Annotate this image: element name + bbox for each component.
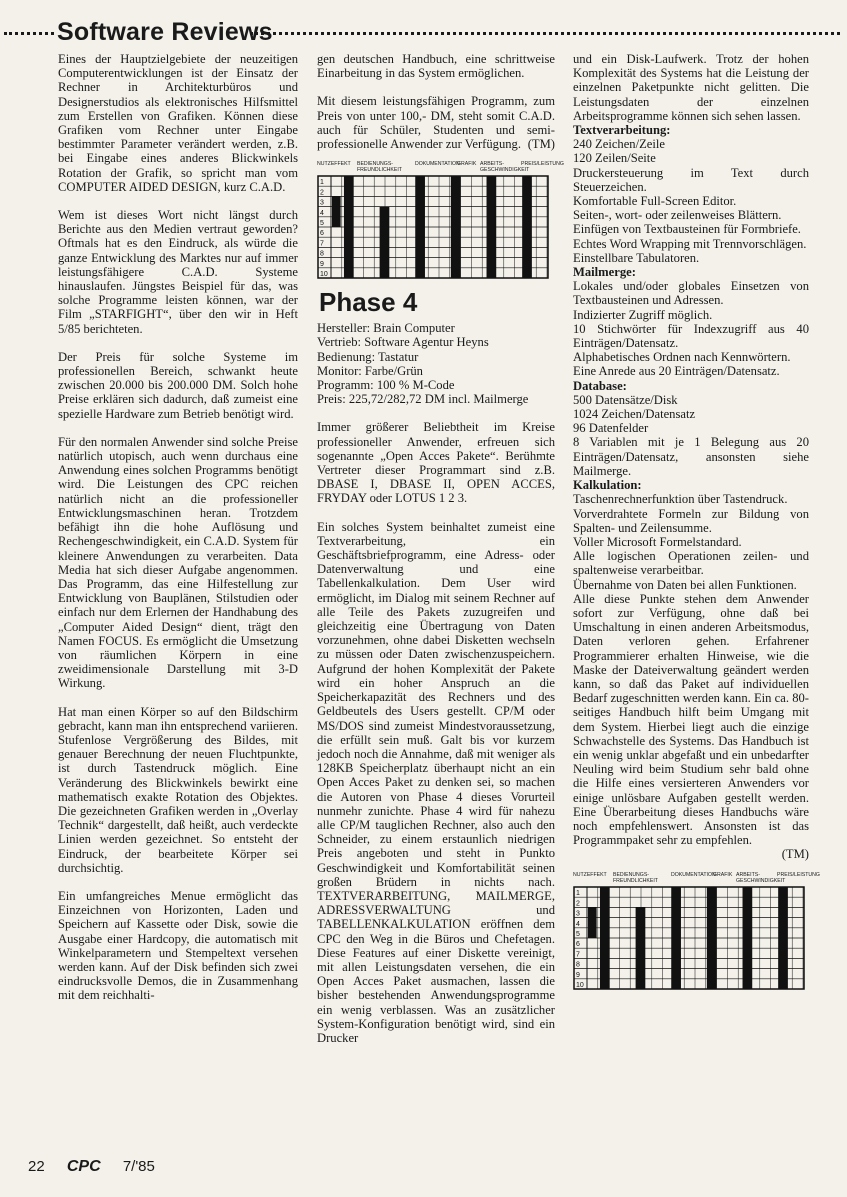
scale-label: 1 [576, 889, 580, 897]
paragraph: Immer größerer Beliebtheit im Kreise professioneller Anwender, erfreuen sich sogenannte „Open Acces Pakete“. Berühmte Vertreter dieser Programmart sind z.B. DBASE I, DBASE II, OPEN ACCES, FRYDAY oder LOTUS 1 2 3. [317, 420, 555, 506]
rating-chart-focus [317, 161, 564, 279]
rating-chart-header [317, 161, 564, 175]
rating-label: DOKUMENTATION [671, 871, 716, 878]
spec-item: Seiten-, wort- oder zeilenweises Blättern. [573, 208, 782, 223]
scale-label: 9 [320, 261, 324, 269]
spec-item: 120 Zeilen/Seite [573, 151, 656, 166]
scale-label: 8 [576, 961, 580, 969]
spec-item: 96 Datenfelder [573, 421, 649, 436]
rating-bar [380, 207, 390, 278]
scale-label: 6 [320, 230, 324, 238]
section-header [0, 18, 847, 48]
author-initials: (TM) [527, 137, 555, 152]
paragraph: Für den normalen Anwender sind solche Preise natürlich utopisch, auch wenn durchaus eine Anwendung eines solchen Programms benötigt wird. Die Leistungen des CPC reichen natürlich nicht an die professioneller Entwicklungsmaschinen heran. Trotzdem befähigt ihn die hohe Auflösung und Rechengeschwindigkeit, ein C.A.D. System für kleinere Anwendungen zu verarbeiten. Data Media hat sich dieser Aufgabe angenommen. Das Programm, das eine Hilfestellung zur Entwicklung von Bauplänen, Stilstudien oder einfach nur dem Erlernen der Handhabung des „Computer Aided Design“ dient, trägt den Namen FOCUS. Es ermöglicht die Umsetzung von räumlichen Körpern in eine zweidimensionale Darstellung mit 3-D Wirkung. [58, 434, 298, 691]
paragraph [317, 94, 555, 151]
product-info [317, 321, 555, 406]
spec-item: Taschenrechnerfunktion über Tastendruck. [573, 492, 788, 507]
paragraph: Der Preis für solche Systeme im professionellen Bereich, schwankt heute zwischen 20.000 bis 200.000 DM. Solch hohe Preise erklären sich dadurch, daß zumeist eine spezielle Hardware zum Betrieb benötigt wird. [58, 349, 298, 421]
scale-label: 10 [320, 271, 328, 279]
spec-section-title: Textverarbeitung: [573, 123, 671, 138]
column-1 [58, 52, 298, 1017]
spec-item: Voller Microsoft Formelstandard. [573, 534, 742, 549]
scale-label: 6 [576, 940, 580, 948]
paragraph: Hat man einen Körper so auf den Bildschirm gebracht, kann man ihn entsprechend variieren. Stufenlose Vergrößerung des Bildes, mit genauer Berechnung der neuen Fluchtpunkte, ist durch Tastendruck möglich. Eine Veränderung des Blickwinkels bewirkt eine mathematisch exakte Rotation des Objektes. Die gezeichneten Grafiken werden in „Overlay Technik“ dargestellt, daß heißt, auch verdeckte Linien werden gezeichnet. So entsteht der Eindruck, der bearbeitete Körper sei durchsichtig. [58, 704, 298, 875]
info-line: Programm: 100 % M-Code [317, 378, 455, 393]
rating-label: GRAFIK [713, 871, 733, 878]
spec-section-title: Mailmerge: [573, 265, 636, 280]
spec-section [573, 265, 809, 379]
rating-bar [451, 176, 461, 278]
rating-label: GRAFIK [457, 161, 477, 168]
rating-grid [573, 886, 805, 990]
magazine-logo: CPC [66, 1158, 101, 1175]
rating-grid [317, 175, 549, 279]
scale-label: 7 [576, 950, 580, 958]
spec-item: Einfügen von Textbausteinen für Formbriefe. [573, 222, 801, 237]
product-title: Phase 4 [319, 287, 418, 318]
rating-bar [707, 887, 717, 989]
rating-label: BEDIENUNGS-FREUNDLICHKEIT [613, 871, 658, 884]
page-footer [28, 1158, 173, 1176]
author-initials: (TM) [781, 847, 809, 862]
issue-number: 7/'85 [122, 1158, 155, 1175]
scale-label: 4 [320, 210, 324, 218]
column-3 [573, 52, 820, 998]
paragraph-text: Mit diesem leistungsfähigen Programm, zum Preis von unter 100,- DM, steht somit C.A.D. auch für Schüler, Studenten und semi-professionelle Anwender zur Verfügung. [317, 94, 555, 152]
paragraph: Alle diese Punkte stehen dem Anwender sofort zur Verfügung, ohne daß bei Umschaltung in einen anderen Arbeitsmodus, Daten verloren gehen. Erfahrener Programmierer erhalten Hinweise, wie die Maske der Dateiverwaltung geändert werden kann, so daß das Paket auf individuellen Bedarf zugeschnitten werden kann. Ein ca. 80-seitiges Handbuch hilft beim Umgang mit dem System. Hierbei liegt auch die einzige Schwachstelle des Systems. Das Handbuch ist ein wenig unklar abgefaßt und ein unbedarfter Neuling wird beim Studium sehr bald ohne die Hilfe eines versierteren Anwenders vor einige unlösbare Aufgaben gestellt werden. Eine Überarbeitung dieses Handbuchs wäre noch empfehlenswert. Ansonsten ist das Programmpaket sehr zu empfehlen. [573, 591, 809, 848]
spec-section-title: Kalkulation: [573, 478, 642, 493]
spec-section [573, 478, 809, 592]
rating-bar [743, 887, 753, 989]
rating-bar [344, 176, 354, 278]
spec-section-title: Database: [573, 378, 627, 393]
rating-label: DOKUMENTATION [415, 161, 460, 168]
rating-bar [415, 176, 425, 278]
spec-item: Komfortable Full-Screen Editor. [573, 194, 737, 209]
rating-label: ARBEITS-GESCHWINDIGKEIT [736, 871, 786, 884]
rating-label: NUTZEFFEKT [317, 161, 351, 168]
scale-label: 3 [576, 910, 580, 918]
header-dotted-rule-right [250, 32, 840, 35]
spec-item: Druckersteuerung im Text durch Steuerzeichen. [573, 165, 809, 194]
spec-item: Echtes Word Wrapping mit Trennvorschlägen. [573, 236, 807, 251]
spec-item: Eine Anrede aus 20 Einträgen/Datensatz. [573, 364, 780, 379]
section-title: Software Reviews [57, 18, 273, 46]
scale-label: 3 [320, 199, 324, 207]
rating-marker [588, 907, 597, 938]
info-line: Preis: 225,72/282,72 DM incl. Mailmerge [317, 392, 529, 407]
spec-item: Alphabetisches Ordnen nach Kennwörtern. [573, 350, 791, 365]
paragraph: Wem ist dieses Wort nicht längst durch Berichte aus den Medien vertraut geworden? Oftmals hat es den Eindruck, als würde die ganze Entwicklung des Marktes nur auf immer leistungsfähigere C.A.D. Systeme hinauslaufen. Jüngstes Beispiel für das, was solche Programme leisten können, war der Film „STARFIGHT“, über den wir in Heft 5/85 berichteten. [58, 208, 298, 336]
rating-bar [600, 887, 610, 989]
info-line: Bedienung: Tastatur [317, 349, 419, 364]
paragraph: gen deutschen Handbuch, eine schrittweise Einarbeitung in das System ermöglichen. [317, 52, 555, 81]
paragraph: Eines der Hauptzielgebiete der neuzeitigen Computerentwicklungen ist der Einsatz der Rechner in Architekturbüros und Designerstudios als elektronisches Hilfsmittel zum Erstellen von Grafiken. Können diese Grafiken vom Rechner unter Eingabe bestimmter Parameter verändert werden, z.B. bei Eingabe eines anderes Blickwinkels Rotation der Grafik, so spricht man vom COMPUTER AIDED DESIGN, kurz C.A.D. [58, 52, 298, 194]
scale-label: 8 [320, 250, 324, 258]
info-line: Hersteller: Brain Computer [317, 321, 455, 336]
scale-label: 5 [320, 220, 324, 228]
scale-label: 2 [576, 899, 580, 907]
rating-bar [778, 887, 788, 989]
scale-label: 10 [576, 981, 584, 989]
paragraph: Ein solches System beinhaltet zumeist eine Textverarbeitung, ein Geschäftsbriefprogramm, eine Adress- oder Datenverwaltung und eine Tabellenkalkulation. Dem User wird ermöglicht, im Dialog mit seinem Rechner auf alle Teile des Pakets zuzugreifen und gleichzeitig eine Übertragung von Daten vorzunehmen, ohne dabei Disketten wechseln zu müssen oder Daten zwischenzuspeichern. Aufgrund der hohen Komplexität der Pakete wird ein hoher Anspruch an die Speicherkapazität des Rechners und des Geldbeutels des Users gestellt. CP/M oder MS/DOS sind zumeist Mindestvoraussetzung, die erfüllt sein muß. Galt bis vor kurzem jedoch noch die Annahme, daß mit weniger als 128KB Speicherplatz überhaupt nicht an ein Open Acces Paket zu denken sei, so machen die Autoren von Phase 4 dieses Vorurteil nunmehr zunichte. Phase 4 wird für nahezu alle CP/M tauglichen Rechner, also auch den Schneider, zu einem erstaunlich niedrigen Preis angeboten und steht in Punkto Geschwindigkeit und Komfortabilität seinen großen Brüdern in nichts nach. TEXTVERARBEITUNG, MAILMERGE, ADRESSVERWALTUNG und TABELLENKALKULATION eröffnen dem CPC den Weg in die Büros und Chefetagen. Diese Features auf einer Diskette vereinigt, mit allen Leistungsdaten versehen, die ein Open Acces Paket ausmachen, lassen die bisher bestehenden Anwendungsprogramme ein wenig verblassen. Was an zusätzlicher System-Konfiguration benötigt wird, sind ein Drucker [317, 519, 555, 1045]
scale-label: 1 [320, 179, 324, 187]
scale-label: 5 [576, 930, 580, 938]
rating-label: ARBEITS-GESCHWINDIGKEIT [480, 161, 530, 174]
info-line: Vertrieb: Software Agentur Heyns [317, 335, 489, 350]
spec-item: 240 Zeichen/Zeile [573, 137, 665, 152]
info-line: Monitor: Farbe/Grün [317, 363, 423, 378]
rating-chart-header [573, 871, 820, 886]
scale-label: 7 [320, 240, 324, 248]
rating-label: BEDIENUNGS-FREUNDLICHKEIT [357, 161, 402, 174]
rating-chart-phase4 [573, 871, 820, 990]
spec-item: 10 Stichwörter für Indexzugriff aus 40 Einträgen/Datensatz. [573, 321, 809, 351]
spec-item: Einstellbare Tabulatoren. [573, 250, 700, 265]
spec-item: 1024 Zeichen/Datensatz [573, 407, 696, 422]
spec-section [573, 379, 809, 478]
spec-item: Alle logischen Operationen zeilen- und spaltenweise verarbeitbar. [573, 549, 809, 578]
paragraph: und ein Disk-Laufwerk. Trotz der hohen Komplexität des Systems hat die Leistung der einzelnen Paketpunkte nicht gelitten. Die Leistungsdaten der einzelnen Arbeitsprogramme können sich sehen lassen. [573, 52, 809, 123]
spec-item: Lokales und/oder globales Einsetzen von Textbausteinen und Adressen. [573, 279, 809, 308]
rating-marker [332, 197, 341, 228]
scale-label: 2 [320, 189, 324, 197]
spec-section [573, 123, 809, 265]
rating-bar [671, 887, 681, 989]
spec-item: 8 Variablen mit je 1 Belegung aus 20 Einträgen/Datensatz, ansonsten siehe Mailmerge. [573, 435, 809, 478]
paragraph: Ein umfangreiches Menue ermöglicht das Einzeichnen von Horizonten, Laden und Speichern auf Kassette oder Disk, sowie die Ausgabe einer Hardcopy, die automatisch mit Winkelparametern und Stempeltext versehen werden kann. Auf der Disk befinden sich zwei eindrucksvolle Demos, die in Zusammenhang mit dem reichhalti- [58, 888, 298, 1003]
scale-label: 9 [576, 971, 580, 979]
header-dotted-rule-left [4, 32, 54, 35]
column-2 [317, 52, 564, 1059]
spec-item: 500 Datensätze/Disk [573, 392, 678, 407]
rating-label: PREIS/LEISTUNG [521, 161, 564, 168]
rating-bar [636, 907, 646, 989]
rating-label: PREIS/LEISTUNG [777, 871, 820, 878]
spec-item: Vorverdrahtete Formeln zur Bildung von Spalten- und Zeilensumme. [573, 506, 809, 535]
page-number: 22 [28, 1158, 45, 1175]
rating-bar [487, 176, 497, 278]
rating-label: NUTZEFFEKT [573, 871, 607, 878]
scale-label: 4 [576, 920, 580, 928]
rating-bar [522, 176, 532, 278]
spec-item: Indizierter Zugriff möglich. [573, 307, 713, 322]
spec-item: Übernahme von Daten bei allen Funktionen. [573, 577, 797, 592]
